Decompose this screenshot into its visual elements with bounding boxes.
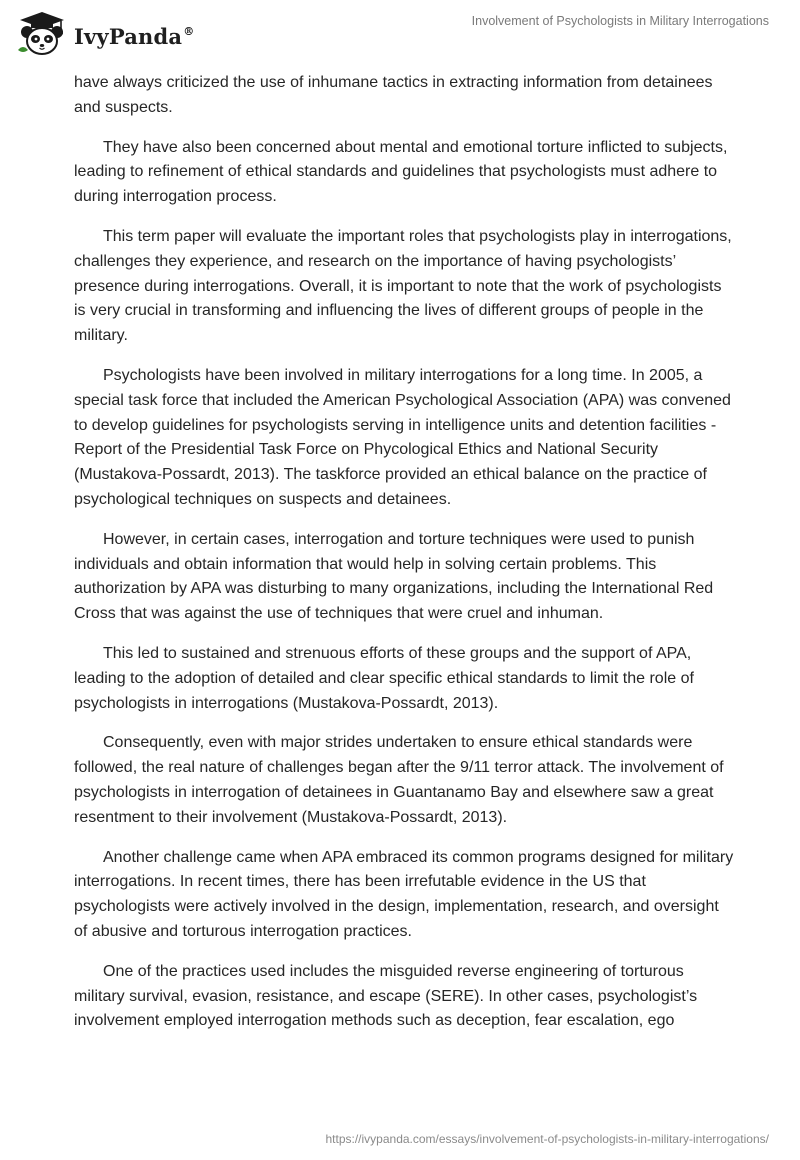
source-url-link[interactable]: https://ivypanda.com/essays/involvement-of-psychologists-in-military-interrogations/ <box>325 1132 769 1146</box>
paragraph: They have also been concerned about mental and emotional torture inflicted to subjects, leading to refinement of ethical standards and guidelines that psychologists must adhere to during interrogation process. <box>74 138 728 206</box>
paragraph: have always criticized the use of inhumane tactics in extracting information from detainees and suspects. <box>74 74 713 116</box>
paragraph: One of the practices used includes the misguided reverse engineering of torturous military survival, evasion, resistance, and escape (SERE). In other cases, psychologist’s involvement employed interrogation methods such as deception, fear escalation, ego <box>74 962 698 1030</box>
paragraph: However, in certain cases, interrogation and torture techniques were used to punish individuals and obtain information that would help in solving certain problems. This authorization by APA was disturbing to many organizations, including the International Red Cross that was against the use of techniques that were cruel and inhuman. <box>74 530 714 623</box>
brand-name: IvyPanda® <box>74 23 195 49</box>
paragraph: Psychologists have been involved in military interrogations for a long time. In 2005, a special task force that included the American Psychological Association (APA) was convened to develop guidelines for psychologists serving in intelligence units and detention facilities - Report of the Presidential Task Force on Phycological Ethics and National Security (Mustakova-Possardt, 2013). The taskforce provided an ethical balance on the practice of psychological techniques on suspects and detainees. <box>74 366 731 508</box>
paragraph: This led to sustained and strenuous efforts of these groups and the support of APA, leading to the adoption of detailed and clear specific ethical standards to limit the role of psychologists in interrogations (Mustakova-Possardt, 2013). <box>74 644 694 712</box>
paragraph: This term paper will evaluate the important roles that psychologists play in interrogations, challenges they experience, and research on the importance of having psychologists’ presence during interrogations. Overall, it is important to note that the work of psychologists is very crucial in transforming and influencing the lives of different groups of people in the military. <box>74 227 732 345</box>
panda-graduate-icon <box>14 10 70 58</box>
ivypanda-logo[interactable] <box>14 10 194 58</box>
page-header <box>0 0 800 70</box>
essay-body <box>74 71 734 1049</box>
document-title: Involvement of Psychologists in Military Interrogations <box>471 14 769 28</box>
paragraph: Consequently, even with major strides undertaken to ensure ethical standards were followed, the real nature of challenges began after the 9/11 terror attack. The involvement of psychologists in interrogation of detainees in Guantanamo Bay and elsewhere saw a great resentment to their involvement (Mustakova-Possardt, 2013). <box>74 734 724 826</box>
paragraph: Another challenge came when APA embraced its common programs designed for military interrogations. In recent times, there has been irrefutable evidence in the US that psychologists were actively involved in the design, implementation, research, and oversight of abusive and torturous interrogation practices. <box>74 848 734 940</box>
